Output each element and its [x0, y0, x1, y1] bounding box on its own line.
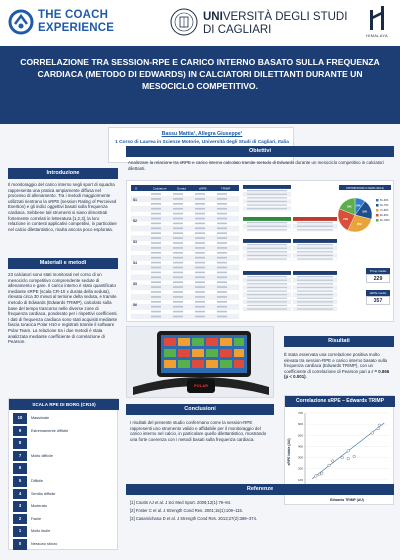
- data-table-cell: [151, 306, 161, 308]
- y-tick-label: 300: [297, 455, 303, 460]
- summary-table-cell: [247, 283, 287, 284]
- author-names: Bassu Mattia¹, Allegra Giuseppe¹: [161, 131, 243, 137]
- stat-srpe-label: sRPE medio: [366, 290, 390, 296]
- data-table-cell: [173, 237, 183, 239]
- section-results-header: Risultati: [284, 336, 394, 347]
- data-table-cell: [173, 247, 183, 249]
- data-table-cell: [195, 277, 205, 279]
- data-table-cell: [217, 228, 227, 230]
- data-table-cell: [151, 203, 161, 205]
- week-label: S5: [133, 282, 137, 286]
- data-table-cell: [151, 228, 161, 230]
- data-table-header-cell: sRPE: [199, 186, 207, 191]
- summary-table-header: [243, 185, 291, 189]
- pie-slice-label: 19%: [346, 205, 352, 209]
- data-table-cell: [173, 267, 183, 269]
- borg-scale-label: Molto difficile: [31, 453, 53, 458]
- data-panel: [126, 180, 394, 322]
- borg-scale-value: 3: [13, 501, 27, 512]
- y-tick-label: 600: [297, 422, 303, 427]
- data-table-cell: [173, 203, 183, 205]
- borg-scale-value: 0: [13, 539, 27, 550]
- summary-table-cell: [247, 251, 287, 252]
- data-table-cell: [195, 316, 205, 318]
- borg-scale-row: [13, 425, 115, 438]
- coach-logo-line2: EXPERIENCE: [38, 22, 115, 34]
- himalaya-logo-text: HIMALAYA: [365, 33, 389, 38]
- data-point: [347, 450, 350, 453]
- data-table-cell: [217, 296, 227, 298]
- data-point: [353, 455, 356, 458]
- summary-table-header: [243, 217, 291, 221]
- borg-scale-label: Estremamente difficile: [31, 428, 69, 433]
- pie-legend-swatch: [376, 204, 379, 207]
- data-table-cell: [195, 286, 205, 288]
- summary-table-header: [293, 217, 337, 221]
- y-tick-label: 500: [297, 433, 303, 438]
- summary-table-header: [243, 239, 291, 243]
- data-table-cell: [151, 193, 161, 195]
- data-table-cell: [173, 316, 183, 318]
- summary-table-cell: [247, 201, 287, 202]
- borg-scale-row: [13, 538, 115, 551]
- summary-table-header: [243, 271, 291, 275]
- borg-scale-label: Difficile: [31, 479, 44, 483]
- data-table-cell: [217, 257, 227, 259]
- summary-table-cell: [247, 305, 287, 306]
- pie-legend-swatch: [376, 209, 379, 212]
- borg-scale-row: [13, 437, 115, 450]
- data-table-cell: [151, 311, 161, 313]
- summary-table-header: [293, 271, 337, 275]
- data-table-cell: [217, 232, 227, 234]
- data-table-cell: [173, 218, 183, 220]
- data-table-cell: [173, 257, 183, 259]
- authors-box: [108, 127, 294, 163]
- data-panel-graphics: [127, 181, 395, 323]
- data-table-cell: [217, 262, 227, 264]
- university-logo: [170, 8, 350, 38]
- data-table-cell: [217, 218, 227, 220]
- device-photo: [126, 326, 274, 398]
- data-table-cell: [173, 281, 183, 283]
- borg-scale-value: 7: [13, 451, 27, 462]
- borg-scale-row: [13, 488, 115, 501]
- data-table-cell: [195, 291, 205, 293]
- y-tick-label: 700: [297, 411, 303, 415]
- borg-scale-label: Nessuno sforzo: [31, 542, 58, 546]
- pie-legend-swatch: [376, 214, 379, 217]
- week-label: S1: [133, 198, 137, 202]
- summary-table-cell: [297, 255, 333, 256]
- pie-legend-swatch: [376, 219, 379, 222]
- data-table-cell: [195, 301, 205, 303]
- methods-text: 23 calciatori sono stati monitorati nel corso di un mesociclo competitivo comprendente sedute di allenamento e gare. Il carico interno è stato quantificato mediante sRPE (scala CR-10 x durata della seduta), rilevata circa 30 minuti al termine della seduta, e tramite metodo di Edwards (Edwards TRIMP), calcolato sulla base del tempo trascorso nelle diverse zone di frequenza cardiaca, ponderato per i rispettivi coefficienti. I dati di frequenza cardiaca sono stati acquisiti mediante fascia toracica Polar H10 e registrati tramite il software Polar Team. La relazione tra i due metodi è stata analizzata mediante coefficiente di correlazione di Pearson.: [8, 272, 118, 345]
- summary-table-cell: [247, 197, 287, 198]
- data-point: [328, 464, 331, 467]
- data-point: [377, 427, 380, 430]
- data-table-cell: [217, 242, 227, 244]
- data-table-cell: [217, 213, 227, 215]
- data-table-cell: [217, 267, 227, 269]
- borg-scale-label: Molto facile: [31, 529, 51, 534]
- summary-table-cell: [247, 226, 287, 227]
- data-table-cell: [151, 267, 161, 269]
- borg-scale-value: 2: [13, 514, 27, 525]
- data-table-cell: [195, 198, 205, 200]
- data-table-cell: [195, 311, 205, 313]
- data-table-cell: [151, 272, 161, 274]
- y-axis-label: sRPE totale (AU): [287, 438, 291, 466]
- poster-title: CORRELAZIONE TRA SESSION-RPE E CARICO INTERNO BASATO SULLA FREQUENZA CARDIACA (METODO DI EDWARDS) IN CALCIATORI DILETTANTI DURANTE UN MESOCICLO COMPETITIVO.: [20, 57, 380, 91]
- data-table-cell: [173, 262, 183, 264]
- y-tick-label: 100: [297, 477, 303, 482]
- borg-scale-row: [13, 462, 115, 475]
- data-table-cell: [151, 232, 161, 234]
- data-table-cell: [173, 213, 183, 215]
- reference-item: [3] Casamichana D et al. J Strength Cond Res. 2013;27(2):369–374.: [130, 516, 258, 521]
- header: [0, 0, 400, 46]
- stat-srpe-value: 357: [366, 296, 390, 305]
- data-table-cell: [151, 257, 161, 259]
- summary-table-cell: [297, 280, 333, 281]
- week-label: S2: [133, 219, 137, 223]
- data-point: [341, 456, 344, 459]
- data-table-cell: [217, 247, 227, 249]
- summary-table-cell: [247, 287, 287, 288]
- data-table-cell: [151, 286, 161, 288]
- data-table-cell: [151, 247, 161, 249]
- data-point: [315, 475, 318, 478]
- results-text: È stata osservata una correlazione positiva molto elevata tra session-RPE e carico interno basato sulla frequenza cardiaca (Edwards TRIMP), con un coefficiente di correlazione di Pearson pari a r = 0.866 (p < 0.001).: [284, 352, 390, 380]
- stat-trimp-value: 229: [366, 274, 390, 283]
- data-table-cell: [195, 306, 205, 308]
- week-label: S4: [133, 261, 137, 265]
- borg-scale-row: [13, 412, 115, 425]
- data-table-cell: [195, 296, 205, 298]
- summary-table-cell: [297, 251, 333, 252]
- borg-scale-row: [13, 450, 115, 463]
- university-name-line2: DI CAGLIARI: [203, 24, 272, 36]
- summary-table-cell: [247, 229, 287, 230]
- data-table-cell: [195, 218, 205, 220]
- section-introduction-header: Introduzione: [8, 168, 118, 179]
- data-table-cell: [173, 228, 183, 230]
- university-seal-icon: [170, 8, 198, 36]
- pie-legend-label: 70–80%: [380, 210, 389, 213]
- summary-table-cell: [247, 276, 287, 277]
- data-table-cell: [173, 296, 183, 298]
- introduction-text: Il monitoraggio del carico interno negli sport di squadra rappresenta una pratica ampiamente diffusa nel processo di allenamento. Tra i metodi maggiormente utilizzati rientrano la sRPE (session Rating of Perceived Exertion) e gli indici oggettivi basati sulla frequenza cardiaca. Sebbene tali strumenti si siano dimostrati fortemente correlati in letteratura [1,2,3], la loro relazione in contesti applicativi competitivi, in particolare nel calcio dilettantistico, risulta ancora poco esplorata.: [8, 182, 117, 232]
- data-table-cell: [195, 247, 205, 249]
- data-table-cell: [195, 228, 205, 230]
- data-table-header-cell: Durata: [177, 186, 187, 191]
- y-tick-label: 200: [297, 466, 303, 471]
- data-table-cell: [151, 242, 161, 244]
- himalaya-logo: [360, 6, 394, 42]
- data-table-cell: [217, 272, 227, 274]
- data-table-cell: [173, 208, 183, 210]
- data-table-cell: [151, 277, 161, 279]
- pie-legend-label: 60–70%: [380, 205, 389, 208]
- summary-table-cell: [297, 298, 333, 299]
- data-table-cell: [217, 277, 227, 279]
- data-table-cell: [173, 301, 183, 303]
- data-table-cell: [151, 296, 161, 298]
- data-table-cell: [173, 252, 183, 254]
- data-table-cell: [217, 198, 227, 200]
- pie-slice-label: 19%: [362, 210, 367, 214]
- borg-scale-value: 1: [13, 526, 27, 537]
- summary-table-cell: [247, 194, 287, 195]
- summary-table-cell: [297, 229, 333, 230]
- data-table-header-cell: Calciatore: [153, 186, 167, 191]
- borg-scale-title: SCALA RPE DI BORG (CR10): [9, 399, 119, 410]
- data-table-cell: [173, 193, 183, 195]
- summary-table-cell: [247, 190, 287, 191]
- data-table-cell: [151, 262, 161, 264]
- reference-item: [1] Coutts AJ et al. J Sci Med Sport. 2009;12(1):79–84.: [130, 500, 232, 505]
- data-table-cell: [217, 252, 227, 254]
- author-affiliation: 1 Corso di Laurea in Scienze Motorie, Università degli Studi di Cagliari, Italia: [115, 140, 289, 145]
- data-table-cell: [217, 281, 227, 283]
- data-table-cell: [195, 208, 205, 210]
- data-table-cell: [173, 311, 183, 313]
- objectives-text: Analizzare la relazione tra sRPE e carico interno calcolato tramite metodo di Edwards durante un mesociclo competitivo in calciatori dilettanti.: [128, 160, 384, 171]
- summary-table-cell: [297, 287, 333, 288]
- summary-table-cell: [297, 308, 333, 309]
- pie-slice-label: 28%: [356, 223, 362, 227]
- data-table-cell: [195, 267, 205, 269]
- borg-scale-table: [8, 398, 118, 550]
- summary-table-cell: [297, 283, 333, 284]
- pie-slice-label: 10%: [355, 204, 361, 208]
- summary-table-cell: [247, 204, 287, 205]
- summary-table-cell: [247, 280, 287, 281]
- summary-table-cell: [297, 301, 333, 302]
- summary-table-cell: [297, 248, 333, 249]
- data-table-cell: [217, 316, 227, 318]
- borg-scale-value: 10: [13, 413, 27, 424]
- data-table-cell: [195, 252, 205, 254]
- summary-table-cell: [247, 301, 287, 302]
- data-table-cell: [217, 286, 227, 288]
- data-table-cell: [195, 223, 205, 225]
- data-table-cell: [173, 272, 183, 274]
- data-table-cell: [195, 257, 205, 259]
- week-label: S6: [133, 303, 137, 307]
- data-table-cell: [151, 223, 161, 225]
- data-table-cell: [173, 223, 183, 225]
- data-table-cell: [173, 242, 183, 244]
- summary-table-cell: [297, 276, 333, 277]
- data-table-cell: [217, 237, 227, 239]
- data-table-cell: [173, 232, 183, 234]
- summary-table-cell: [247, 308, 287, 309]
- polar-device-illustration: [127, 327, 275, 399]
- data-table-cell: [217, 203, 227, 205]
- device-brand: POLAR: [194, 383, 208, 388]
- reference-item: [2] Foster C et al. J Strength Cond Res. 2001;15(1):109–115.: [130, 508, 244, 513]
- coach-experience-logo: [8, 7, 128, 37]
- section-conclusions-header: Conclusioni: [126, 404, 274, 415]
- data-table-cell: [151, 291, 161, 293]
- data-table-cell: [173, 286, 183, 288]
- borg-scale-row: [13, 475, 115, 488]
- summary-table-cell: [247, 255, 287, 256]
- coach-logo-icon: [8, 9, 34, 35]
- pie-title: DISTRIBUZIONE FC MEDIA (Minuti): [346, 187, 384, 190]
- data-table-cell: [151, 301, 161, 303]
- pie-legend-label: 80–90%: [380, 215, 389, 218]
- pie-legend-label: 50–60%: [380, 200, 389, 203]
- data-table-cell: [195, 242, 205, 244]
- stat-trimp-label: Trimp medio: [366, 268, 390, 274]
- university-name-line1: UNIVERSITÀ DEGLI STUDI: [203, 11, 348, 23]
- data-table-cell: [217, 301, 227, 303]
- data-point: [321, 472, 324, 475]
- data-table-cell: [195, 237, 205, 239]
- data-table-cell: [173, 277, 183, 279]
- borg-scale-value: 4: [13, 489, 27, 500]
- data-table-cell: [195, 281, 205, 283]
- data-table-cell: [151, 237, 161, 239]
- data-table-cell: [195, 213, 205, 215]
- data-table-cell: [195, 193, 205, 195]
- borg-scale-row: [13, 513, 115, 526]
- summary-table-cell: [247, 244, 287, 245]
- summary-table-cell: [247, 258, 287, 259]
- borg-scale-value: 9: [13, 426, 27, 437]
- summary-table-cell: [297, 222, 333, 223]
- coach-logo-line1: THE COACH: [38, 9, 109, 21]
- data-table-cell: [173, 306, 183, 308]
- borg-scale-value: 6: [13, 463, 27, 474]
- borg-scale-label: Moderato: [31, 504, 48, 509]
- data-table-cell: [217, 193, 227, 195]
- data-table-cell: [151, 208, 161, 210]
- data-table-cell: [173, 291, 183, 293]
- section-objectives-header: Obiettivi: [126, 146, 394, 157]
- data-table-cell: [217, 306, 227, 308]
- borg-scale-value: 5: [13, 476, 27, 487]
- summary-table-cell: [297, 305, 333, 306]
- summary-table-cell: [247, 222, 287, 223]
- data-table-cell: [151, 198, 161, 200]
- x-axis-label: Edwards TRIMP (AU): [330, 498, 364, 502]
- data-table-header-cell: G: [135, 186, 138, 191]
- borg-scale-row: [13, 500, 115, 513]
- data-table-cell: [195, 232, 205, 234]
- summary-table-cell: [247, 294, 287, 295]
- data-table-cell: [151, 316, 161, 318]
- summary-table-header: [293, 239, 337, 243]
- data-table-cell: [151, 252, 161, 254]
- pie-legend-swatch: [376, 199, 379, 202]
- data-table-cell: [217, 208, 227, 210]
- data-table-cell: [151, 213, 161, 215]
- pie-legend-label: 90–100%: [380, 220, 390, 223]
- data-point: [347, 457, 350, 460]
- conclusions-text: I risultati del presente studio confermano come la session-RPE rappresenti uno strumento valido e affidabile per il monitoraggio del carico interno nel calcio, in particolare quello dilettantistico, mostrando una forte coerenza con i metodi basati sulla frequenza cardiaca.: [130, 420, 267, 442]
- borg-scale-label: Facile: [31, 516, 42, 521]
- data-table-cell: [151, 281, 161, 283]
- data-table-cell: [173, 198, 183, 200]
- summary-table-cell: [297, 290, 333, 291]
- week-label: S3: [133, 240, 137, 244]
- himalaya-logo-icon: [369, 6, 385, 30]
- summary-table-cell: [247, 208, 287, 209]
- chart-title: Correlazione sRPE – Edwards TRIMP: [285, 396, 395, 407]
- section-methods-header: Materiali e metodi: [8, 258, 118, 269]
- summary-table-cell: [297, 226, 333, 227]
- summary-table-cell: [247, 298, 287, 299]
- data-table-cell: [195, 262, 205, 264]
- summary-table-cell: [297, 258, 333, 259]
- section-references-header: Referenze: [126, 484, 394, 495]
- data-point: [318, 473, 321, 476]
- data-table-cell: [151, 218, 161, 220]
- y-tick-label: 400: [297, 444, 303, 449]
- data-table-cell: [217, 311, 227, 313]
- data-table-cell: [195, 203, 205, 205]
- data-point: [378, 424, 381, 427]
- data-point: [331, 460, 334, 463]
- summary-table-cell: [247, 290, 287, 291]
- borg-scale-label: Sentito difficile: [31, 491, 56, 496]
- borg-scale-row: [13, 525, 115, 538]
- summary-table-cell: [297, 294, 333, 295]
- borg-scale-label: Massimale: [31, 416, 50, 420]
- data-table-header-cell: TRIMP: [221, 186, 231, 191]
- data-point: [371, 432, 374, 435]
- summary-table-cell: [247, 248, 287, 249]
- pie-slice-label: 24%: [343, 217, 348, 221]
- data-table-cell: [217, 223, 227, 225]
- data-table-cell: [195, 272, 205, 274]
- data-table-cell: [217, 291, 227, 293]
- summary-table-cell: [297, 244, 333, 245]
- borg-scale-value: 8: [13, 438, 27, 449]
